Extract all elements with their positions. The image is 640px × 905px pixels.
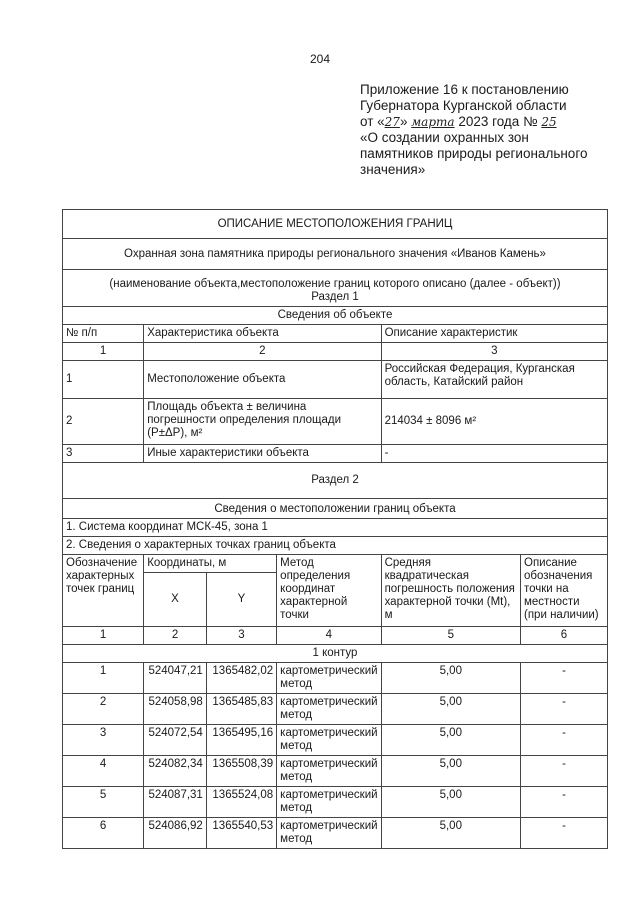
- section1-title: Раздел 1: [311, 291, 359, 303]
- ph-coords: Координаты, м: [144, 555, 277, 573]
- point-x: 524082,34: [144, 756, 207, 787]
- point-method: картометрический метод: [277, 818, 381, 849]
- pc-num-1: 1: [63, 627, 144, 645]
- point-method: картометрический метод: [277, 694, 381, 725]
- ph-y: Y: [206, 573, 276, 627]
- table-row: [63, 663, 608, 694]
- s1-col-num-2: 2: [144, 343, 381, 361]
- pc-num-3: 3: [206, 627, 276, 645]
- object-name: Охранная зона памятника природы регионального значения «Иванов Камень»: [63, 239, 608, 270]
- point-x: 524047,21: [144, 663, 207, 694]
- contour-label: 1 контур: [63, 645, 608, 663]
- point-y: 1365495,16: [206, 725, 276, 756]
- table-row: [63, 787, 608, 818]
- point-desc: -: [521, 694, 608, 725]
- point-mt: 5,00: [381, 818, 520, 849]
- point-y: 1365524,08: [206, 787, 276, 818]
- point-desc: -: [521, 787, 608, 818]
- table-row: [63, 694, 608, 725]
- header-line-2: Губернатора Курганской области: [360, 98, 567, 113]
- section1-subtitle: Сведения об объекте: [63, 307, 608, 325]
- header-year-text: 2023 года №: [458, 114, 538, 129]
- ph-designation: Обозначение характерных точек границ: [63, 555, 144, 627]
- s1-row-num: 2: [63, 399, 144, 445]
- s1-header-num: № п/п: [63, 325, 144, 343]
- point-y: 1365485,83: [206, 694, 276, 725]
- handwritten-month: марта: [411, 115, 455, 129]
- section2-title: Раздел 2: [63, 463, 608, 499]
- point-mt: 5,00: [381, 725, 520, 756]
- page-number: 204: [309, 52, 331, 66]
- point-desc: -: [521, 818, 608, 849]
- table-row: [63, 756, 608, 787]
- s1-col-num-3: 3: [381, 343, 607, 361]
- table-row: [63, 818, 608, 849]
- doc-title: ОПИСАНИЕ МЕСТОПОЛОЖЕНИЯ ГРАНИЦ: [63, 210, 608, 239]
- header-line-5: памятников природы регионального: [360, 146, 588, 161]
- s1-row-desc: 214034 ± 8096 м²: [381, 399, 607, 445]
- pc-num-5: 5: [381, 627, 520, 645]
- object-caption: (наименование объекта,местоположение границ которого описано (далее - объект)): [109, 278, 561, 290]
- point-method: картометрический метод: [277, 663, 381, 694]
- point-num: 3: [63, 725, 144, 756]
- ph-x: X: [144, 573, 207, 627]
- header-close-quote: »: [399, 114, 408, 129]
- point-num: 5: [63, 787, 144, 818]
- point-x: 524072,54: [144, 725, 207, 756]
- section2-subtitle: Сведения о местоположении границ объекта: [63, 499, 608, 519]
- point-x: 524087,31: [144, 787, 207, 818]
- header-from: от «: [360, 114, 385, 129]
- point-mt: 5,00: [381, 663, 520, 694]
- s1-row-char: Иные характеристики объекта: [144, 445, 381, 463]
- table-row: [63, 725, 608, 756]
- point-desc: -: [521, 725, 608, 756]
- header-line-1: Приложение 16 к постановлению: [360, 82, 569, 97]
- point-y: 1365482,02: [206, 663, 276, 694]
- point-y: 1365508,39: [206, 756, 276, 787]
- handwritten-day: 27: [384, 115, 400, 129]
- point-num: 4: [63, 756, 144, 787]
- point-method: картометрический метод: [277, 756, 381, 787]
- pc-num-2: 2: [144, 627, 207, 645]
- ph-error: Средняя квадратическая погрешность положения характерной точки (Mt), м: [381, 555, 520, 627]
- point-num: 6: [63, 818, 144, 849]
- point-x: 524086,92: [144, 818, 207, 849]
- s1-row-num: 3: [63, 445, 144, 463]
- point-num: 1: [63, 663, 144, 694]
- ph-desc: Описание обозначения точки на местности (при наличии): [521, 555, 608, 627]
- point-mt: 5,00: [381, 694, 520, 725]
- s1-row-char: Местоположение объекта: [144, 361, 381, 399]
- point-desc: -: [521, 756, 608, 787]
- boundary-description-table: [62, 209, 608, 849]
- point-num: 2: [63, 694, 144, 725]
- point-method: картометрический метод: [277, 787, 381, 818]
- s1-row-num: 1: [63, 361, 144, 399]
- s1-col-num-1: 1: [63, 343, 144, 361]
- pc-num-4: 4: [277, 627, 381, 645]
- appendix-header: [360, 82, 630, 178]
- point-method: картометрический метод: [277, 725, 381, 756]
- header-line-6: значения»: [360, 162, 426, 177]
- s1-row-char: Площадь объекта ± величина погрешности определения площади (Р±ΔР), м²: [144, 399, 381, 445]
- s1-header-desc: Описание характеристик: [381, 325, 607, 343]
- object-caption-block: [63, 270, 608, 307]
- point-mt: 5,00: [381, 787, 520, 818]
- ph-method: Метод определения координат характерной точки: [277, 555, 381, 627]
- header-date-line: [360, 114, 630, 130]
- points-title: 2. Сведения о характерных точках границ объекта: [63, 537, 608, 555]
- point-x: 524058,98: [144, 694, 207, 725]
- point-y: 1365540,53: [206, 818, 276, 849]
- point-desc: -: [521, 663, 608, 694]
- coord-system: 1. Система координат МСК-45, зона 1: [63, 519, 608, 537]
- s1-row-desc: Российская Федерация, Курганская область, Катайский район: [381, 361, 607, 399]
- handwritten-number: 25: [541, 115, 557, 129]
- point-mt: 5,00: [381, 756, 520, 787]
- s1-header-char: Характеристика объекта: [144, 325, 381, 343]
- pc-num-6: 6: [521, 627, 608, 645]
- s1-row-desc: -: [381, 445, 607, 463]
- header-line-4: «О создании охранных зон: [360, 130, 529, 145]
